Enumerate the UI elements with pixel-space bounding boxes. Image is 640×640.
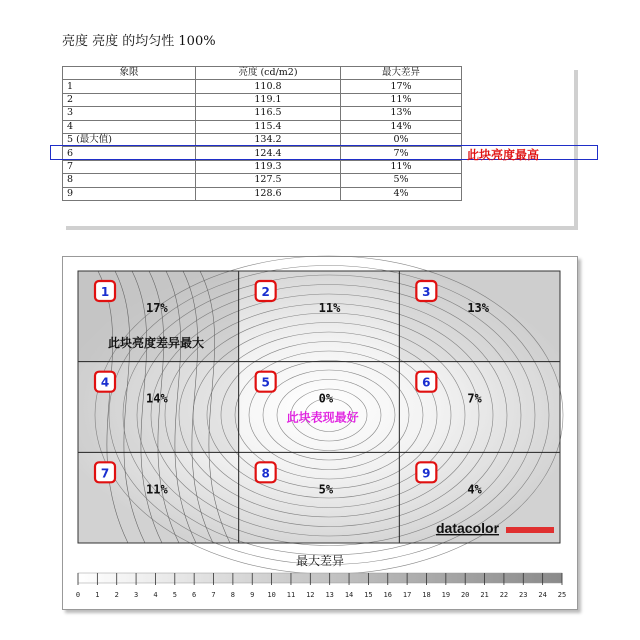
page-title: 亮度 亮度 的均匀性 100% [62,34,216,49]
cell-deviation: 5% [318,482,334,497]
cell-max-diff: 5% [341,174,462,187]
legend-tick-label: 19 [441,591,451,599]
header-max-diff: 最大差异 [341,67,462,80]
cell-id: 7 [100,466,110,481]
cell-max-diff: 4% [341,187,462,200]
legend-tick-label: 5 [172,591,177,599]
cell-deviation: 14% [146,391,168,406]
legend-tick-label: 2 [114,591,119,599]
cell-id: 9 [422,466,431,481]
legend-tick-label: 7 [211,591,216,599]
legend-tick-label: 11 [286,591,296,599]
datacolor-logo: datacolor [436,520,500,536]
cell-id: 1 [100,285,110,299]
cell-max-diff: 13% [341,107,462,120]
legend-tick-label: 15 [364,591,373,599]
cell-quadrant: 6 [63,147,196,160]
legend-tick-label: 17 [402,591,412,599]
legend-tick-label: 1 [95,591,100,599]
cell-quadrant: 8 [63,174,196,187]
legend-tick-label: 12 [306,591,315,599]
cell-id: 5 [261,375,270,390]
legend-tick-label: 0 [75,591,81,599]
cell-max-diff: 11% [341,160,462,173]
cell-luminance: 119.3 [196,160,341,173]
cell-quadrant: 5 (最大值) [63,133,196,146]
best-annotation: 此块表现最好 [286,410,359,425]
legend-tick-label: 9 [250,591,255,599]
cell-id: 6 [422,375,431,390]
cell-max-diff: 14% [341,120,462,133]
cell-luminance: 119.1 [196,93,341,106]
legend-tick-label: 10 [267,591,276,599]
cell-deviation: 11% [318,301,341,315]
cell-luminance: 116.5 [196,107,341,120]
cell-quadrant: 2 [63,93,196,106]
cell-luminance: 124.4 [196,147,341,160]
legend-tick-label: 8 [230,591,235,599]
cell-deviation: 4% [467,482,482,497]
legend-tick-label: 3 [133,591,139,599]
legend-tick-label: 24 [538,591,547,599]
cell-max-diff: 17% [341,80,462,93]
legend-tick-label: 14 [344,591,354,599]
cell-luminance: 134.2 [196,133,341,146]
legend-tick-label: 18 [422,591,431,599]
cell-quadrant: 3 [63,107,196,120]
legend-tick-label: 20 [460,591,470,599]
legend-tick-label: 6 [192,591,197,599]
legend-tick-label: 23 [519,591,528,599]
cell-luminance: 115.4 [196,120,341,133]
datacolor-logo-bar [506,527,554,533]
legend-title: 最大差异 [295,554,345,568]
legend-tick-label: 22 [499,591,509,599]
cell-deviation: 13% [467,301,490,315]
cell-id: 8 [261,466,270,481]
legend-tick-label: 25 [557,591,567,599]
highlight-note: 此块亮度最高 [467,148,540,162]
legend-tick-label: 16 [383,591,392,599]
cell-id: 4 [100,375,110,390]
cell-deviation: 7% [467,391,482,406]
cell-deviation: 11% [146,482,168,497]
cell-deviation: 0% [318,391,334,406]
cell-max-diff: 0% [341,133,462,146]
cell-quadrant: 1 [63,80,196,93]
cell-id: 2 [261,285,270,299]
header-quadrant: 象限 [63,67,196,80]
legend-tick-label: 4 [153,591,158,599]
cell-luminance: 127.5 [196,174,341,187]
cell-quadrant: 9 [63,187,196,200]
cell-deviation: 17% [146,301,168,315]
legend-tick-label: 13 [325,591,334,599]
cell-luminance: 128.6 [196,187,341,200]
legend-tick-label: 21 [480,591,489,599]
cell-max-diff: 11% [341,93,462,106]
header-luminance: 亮度 (cd/m2) [196,67,341,80]
cell-luminance: 110.8 [196,80,341,93]
cell-id: 3 [422,285,431,299]
cell-quadrant: 4 [63,120,196,133]
cell-max-diff: 7% [341,147,462,160]
cell-quadrant: 7 [63,160,196,173]
legend-gradient [78,573,562,583]
worst-annotation: 此块亮度差异最大 [108,336,205,350]
